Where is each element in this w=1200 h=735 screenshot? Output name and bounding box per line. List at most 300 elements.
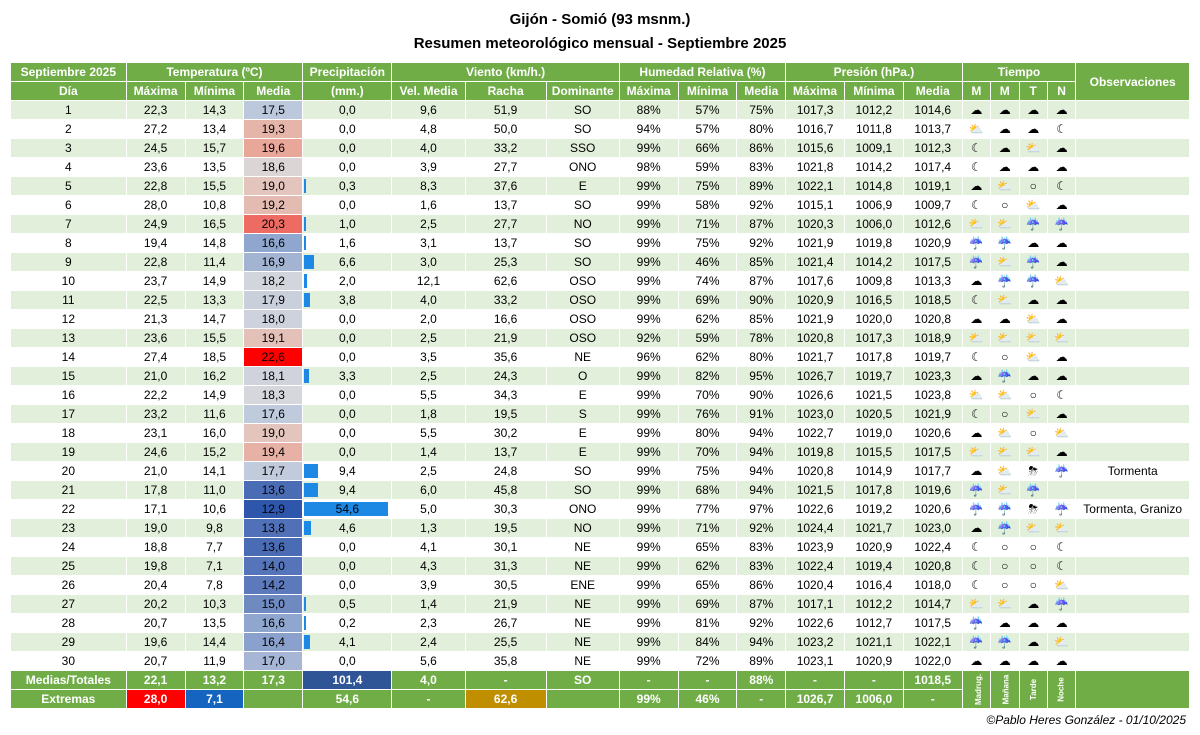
pres-max-cell: 1022,7 <box>786 424 845 443</box>
pres-mean-cell: 1017,5 <box>903 253 962 272</box>
hum-min-cell: 66% <box>678 139 737 158</box>
gust-cell: 30,5 <box>465 576 546 595</box>
day-cell: 13 <box>11 329 127 348</box>
wind-mean-cell: 5,5 <box>392 386 465 405</box>
hum-max-cell: 99% <box>619 519 678 538</box>
weather-icon: ☁ <box>1019 367 1047 386</box>
day-cell: 15 <box>11 367 127 386</box>
hum-max-cell: 99% <box>619 481 678 500</box>
hum-mean-cell: 86% <box>737 139 786 158</box>
temp-max-cell: 20,7 <box>126 614 185 633</box>
temp-min-cell: 10,8 <box>185 196 244 215</box>
temp-max-cell: 22,3 <box>126 101 185 120</box>
wind-dir-cell: OSO <box>546 310 619 329</box>
hum-mean-cell: 90% <box>737 291 786 310</box>
gust-cell: 26,7 <box>465 614 546 633</box>
weather-icon: ☾ <box>962 196 990 215</box>
weather-icon: ☾ <box>1047 177 1075 196</box>
extremes-label: Extremas <box>11 690 127 709</box>
wind-mean-cell: 3,9 <box>392 576 465 595</box>
weather-icon: ⛅ <box>991 215 1019 234</box>
temp-mean-header: Media <box>244 82 303 101</box>
temp-max-cell: 18,8 <box>126 538 185 557</box>
table-row <box>11 367 1190 386</box>
weather-icon: ⛅ <box>1019 329 1047 348</box>
weather-icon: ☁ <box>991 158 1019 177</box>
weather-icon: ☔ <box>991 272 1019 291</box>
hum-min-cell: 62% <box>678 557 737 576</box>
precip-value: 0,0 <box>339 331 356 345</box>
day-cell: 27 <box>11 595 127 614</box>
hum-max-cell: 99% <box>619 614 678 633</box>
pres-max-cell: 1022,4 <box>786 557 845 576</box>
gust-cell: 25,5 <box>465 633 546 652</box>
table-row <box>11 443 1190 462</box>
month-header: Septiembre 2025 <box>11 63 127 82</box>
hum-min-cell: 70% <box>678 386 737 405</box>
weather-icon: ☁ <box>1047 234 1075 253</box>
wind-mean-cell: 1,3 <box>392 519 465 538</box>
slot-label-tarde: Tarde <box>1019 671 1047 709</box>
dominant-header: Dominante <box>546 82 619 101</box>
precip-bar <box>304 236 306 250</box>
weather-icon: ⛅ <box>962 120 990 139</box>
wind-dir-cell: E <box>546 443 619 462</box>
weather-icon: ⛅ <box>1047 576 1075 595</box>
precip-cell <box>303 348 392 367</box>
table-row <box>11 329 1190 348</box>
pres-mean-cell: 1020,6 <box>903 424 962 443</box>
temp-mean-cell: 12,9 <box>244 500 303 519</box>
temp-min-cell: 15,5 <box>185 329 244 348</box>
extremes-tmin: 7,1 <box>185 690 244 709</box>
wind-dir-cell: NE <box>546 538 619 557</box>
totals-pmean: 1018,5 <box>903 671 962 690</box>
wind-dir-cell: NE <box>546 633 619 652</box>
observation-cell <box>1076 595 1190 614</box>
weather-icon: ○ <box>1019 538 1047 557</box>
hum-min-cell: 62% <box>678 348 737 367</box>
weather-icon: ☔ <box>1019 253 1047 272</box>
table-row <box>11 139 1190 158</box>
temp-min-cell: 14,3 <box>185 101 244 120</box>
temp-mean-cell: 16,4 <box>244 633 303 652</box>
precip-value: 0,0 <box>339 198 356 212</box>
precip-cell <box>303 367 392 386</box>
precip-value: 0,0 <box>339 407 356 421</box>
weather-icon: ☔ <box>991 234 1019 253</box>
day-cell: 21 <box>11 481 127 500</box>
pres-mean-cell: 1021,9 <box>903 405 962 424</box>
hum-mean-cell: 87% <box>737 595 786 614</box>
precip-bar <box>304 179 306 193</box>
observation-cell <box>1076 196 1190 215</box>
pres-max-cell: 1019,8 <box>786 443 845 462</box>
temp-mean-cell: 17,7 <box>244 462 303 481</box>
temp-mean-cell: 13,8 <box>244 519 303 538</box>
pres-min-cell: 1014,9 <box>844 462 903 481</box>
table-row <box>11 120 1190 139</box>
weather-icon: ☾ <box>962 139 990 158</box>
precip-bar <box>304 255 314 269</box>
weather-icon: ☁ <box>962 310 990 329</box>
weather-header: Tiempo <box>962 63 1076 82</box>
wind-dir-cell: SO <box>546 120 619 139</box>
hum-mean-cell: 94% <box>737 481 786 500</box>
wind-mean-cell: 3,0 <box>392 253 465 272</box>
weather-icon: ☔ <box>962 253 990 272</box>
weather-icon: ☁ <box>1047 652 1075 671</box>
pres-max-cell: 1020,3 <box>786 215 845 234</box>
wind-mean-cell: 4,3 <box>392 557 465 576</box>
weather-icon: ☁ <box>1047 310 1075 329</box>
weather-icon: ○ <box>1019 386 1047 405</box>
table-row <box>11 386 1190 405</box>
hum-min-cell: 80% <box>678 424 737 443</box>
observation-cell <box>1076 386 1190 405</box>
pres-mean-cell: 1018,9 <box>903 329 962 348</box>
precip-cell <box>303 291 392 310</box>
pres-min-cell: 1021,7 <box>844 519 903 538</box>
table-row <box>11 234 1190 253</box>
weather-icon: ⛅ <box>991 443 1019 462</box>
wind-dir-cell: ONO <box>546 500 619 519</box>
pres-mean-cell: 1017,4 <box>903 158 962 177</box>
weather-icon: ☔ <box>962 614 990 633</box>
weather-icon: ○ <box>991 348 1019 367</box>
pres-max-cell: 1021,9 <box>786 310 845 329</box>
weather-icon: ⛅ <box>991 253 1019 272</box>
observation-cell <box>1076 576 1190 595</box>
hum-max-cell: 99% <box>619 196 678 215</box>
weather-icon: ☾ <box>962 291 990 310</box>
weather-icon: ☁ <box>991 120 1019 139</box>
temp-mean-cell: 19,0 <box>244 424 303 443</box>
pres-max-cell: 1021,7 <box>786 348 845 367</box>
weather-icon: ☁ <box>991 614 1019 633</box>
temp-min-cell: 18,5 <box>185 348 244 367</box>
day-cell: 22 <box>11 500 127 519</box>
wind-dir-cell: ONO <box>546 158 619 177</box>
weather-icon: ○ <box>1019 576 1047 595</box>
day-cell: 9 <box>11 253 127 272</box>
hum-min-cell: 75% <box>678 177 737 196</box>
temp-mean-cell: 17,0 <box>244 652 303 671</box>
weather-icon: ☁ <box>1019 652 1047 671</box>
day-cell: 29 <box>11 633 127 652</box>
precip-cell <box>303 595 392 614</box>
precip-cell <box>303 101 392 120</box>
wind-dir-cell: S <box>546 405 619 424</box>
hum-mean-cell: 92% <box>737 234 786 253</box>
pres-min-cell: 1019,2 <box>844 500 903 519</box>
pres-mean-cell: 1020,8 <box>903 310 962 329</box>
temp-min-cell: 11,0 <box>185 481 244 500</box>
day-header: Día <box>11 82 127 101</box>
hum-mean-cell: 83% <box>737 158 786 177</box>
gust-cell: 37,6 <box>465 177 546 196</box>
observation-cell <box>1076 101 1190 120</box>
observation-cell <box>1076 253 1190 272</box>
precip-value: 9,4 <box>339 464 356 478</box>
wind-dir-cell: NE <box>546 652 619 671</box>
wind-mean-cell: 5,6 <box>392 652 465 671</box>
observation-cell <box>1076 329 1190 348</box>
weather-icon: ☁ <box>962 519 990 538</box>
observation-cell <box>1076 519 1190 538</box>
observation-cell <box>1076 348 1190 367</box>
pres-min-cell: 1017,3 <box>844 329 903 348</box>
wind-dir-cell: SO <box>546 196 619 215</box>
temp-min-cell: 14,1 <box>185 462 244 481</box>
pres-max-cell: 1023,2 <box>786 633 845 652</box>
hum-mean-cell: 80% <box>737 348 786 367</box>
pres-min-cell: 1020,5 <box>844 405 903 424</box>
weather-icon: ☁ <box>1047 367 1075 386</box>
day-cell: 18 <box>11 424 127 443</box>
temp-max-cell: 20,2 <box>126 595 185 614</box>
precip-value: 0,0 <box>339 445 356 459</box>
weather-icon: ☔ <box>991 367 1019 386</box>
weather-icon: ⛅ <box>962 215 990 234</box>
hum-max-cell: 99% <box>619 386 678 405</box>
pres-min-cell: 1011,8 <box>844 120 903 139</box>
weather-icon: ☁ <box>1047 253 1075 272</box>
wind-dir-cell: NE <box>546 595 619 614</box>
wind-mean-cell: 9,6 <box>392 101 465 120</box>
temp-mean-cell: 13,6 <box>244 481 303 500</box>
temp-max-cell: 17,8 <box>126 481 185 500</box>
temp-min-cell: 9,8 <box>185 519 244 538</box>
hum-max-cell: 99% <box>619 272 678 291</box>
hum-min-cell: 77% <box>678 500 737 519</box>
wind-mean-cell: 1,8 <box>392 405 465 424</box>
temp-min-cell: 15,5 <box>185 177 244 196</box>
hum-min-cell: 75% <box>678 234 737 253</box>
wind-dir-cell: SO <box>546 101 619 120</box>
pres-min-cell: 1014,2 <box>844 253 903 272</box>
wind-mean-cell: 4,8 <box>392 120 465 139</box>
temp-min-cell: 7,7 <box>185 538 244 557</box>
observation-cell <box>1076 367 1190 386</box>
precip-cell <box>303 253 392 272</box>
precip-bar <box>304 635 310 649</box>
wind-dir-cell: ENE <box>546 576 619 595</box>
weather-icon <box>1047 481 1075 500</box>
weather-icon: ☔ <box>1019 481 1047 500</box>
precip-unit-header: (mm.) <box>303 82 392 101</box>
hum-max-cell: 99% <box>619 291 678 310</box>
temp-mean-cell: 19,1 <box>244 329 303 348</box>
table-row <box>11 253 1190 272</box>
gust-cell: 16,6 <box>465 310 546 329</box>
weather-icon: ○ <box>1019 177 1047 196</box>
temp-max-cell: 24,6 <box>126 443 185 462</box>
temp-mean-cell: 20,3 <box>244 215 303 234</box>
weather-icon: ☾ <box>1047 538 1075 557</box>
slot-label-madrug: Madrug. <box>962 671 990 709</box>
hum-min-cell: 71% <box>678 519 737 538</box>
weather-icon: ☁ <box>1019 633 1047 652</box>
hum-min-header: Mínima <box>678 82 737 101</box>
day-cell: 19 <box>11 443 127 462</box>
observation-cell <box>1076 215 1190 234</box>
station-title: Gijón - Somió (93 msnm.) <box>509 11 691 28</box>
precip-value: 0,0 <box>339 540 356 554</box>
pres-min-cell: 1006,0 <box>844 215 903 234</box>
temp-mean-cell: 19,4 <box>244 443 303 462</box>
extremes-hmean: - <box>737 690 786 709</box>
weather-icon: ⛅ <box>991 481 1019 500</box>
precip-value: 0,0 <box>339 312 356 326</box>
observations-header: Observaciones <box>1076 63 1190 101</box>
pres-min-cell: 1009,8 <box>844 272 903 291</box>
table-row <box>11 576 1190 595</box>
weather-icon: ☁ <box>1047 443 1075 462</box>
day-cell: 5 <box>11 177 127 196</box>
pres-min-cell: 1021,1 <box>844 633 903 652</box>
observation-cell: Tormenta <box>1076 462 1190 481</box>
wind-mean-cell: 3,1 <box>392 234 465 253</box>
hum-max-cell: 96% <box>619 348 678 367</box>
temp-min-cell: 10,3 <box>185 595 244 614</box>
precip-cell <box>303 652 392 671</box>
pres-mean-cell: 1023,8 <box>903 386 962 405</box>
hum-min-cell: 69% <box>678 291 737 310</box>
wind-mean-cell: 2,3 <box>392 614 465 633</box>
weather-icon: ☁ <box>1019 158 1047 177</box>
credit-line: ©Pablo Heres González - 01/10/2025 <box>986 713 1186 727</box>
table-row <box>11 538 1190 557</box>
precip-value: 0,0 <box>339 388 356 402</box>
day-cell: 25 <box>11 557 127 576</box>
pres-max-cell: 1020,8 <box>786 329 845 348</box>
observation-cell <box>1076 633 1190 652</box>
hum-max-cell: 99% <box>619 234 678 253</box>
hum-min-cell: 57% <box>678 120 737 139</box>
pres-max-cell: 1022,1 <box>786 177 845 196</box>
hum-min-cell: 59% <box>678 329 737 348</box>
day-cell: 17 <box>11 405 127 424</box>
weather-icon: ⛅ <box>1019 196 1047 215</box>
extremes-pmax: 1026,7 <box>786 690 845 709</box>
slot-header: M <box>991 82 1019 101</box>
wind-mean-cell: 4,0 <box>392 291 465 310</box>
hum-mean-cell: 83% <box>737 538 786 557</box>
hum-mean-cell: 95% <box>737 367 786 386</box>
weather-icon: ☁ <box>962 367 990 386</box>
table-row <box>11 500 1190 519</box>
wind-mean-cell: 2,5 <box>392 215 465 234</box>
pres-max-cell: 1022,6 <box>786 614 845 633</box>
pres-mean-cell: 1012,6 <box>903 215 962 234</box>
table-row <box>11 215 1190 234</box>
wind-header: Viento (km/h.) <box>392 63 619 82</box>
pres-min-cell: 1020,9 <box>844 538 903 557</box>
wind-dir-cell: OSO <box>546 291 619 310</box>
temp-min-cell: 14,9 <box>185 386 244 405</box>
pres-max-cell: 1026,7 <box>786 367 845 386</box>
weather-icon: ⛅ <box>991 177 1019 196</box>
wind-mean-cell: 1,4 <box>392 443 465 462</box>
wind-dir-cell: NO <box>546 215 619 234</box>
wind-dir-cell: SO <box>546 234 619 253</box>
temp-mean-cell: 13,6 <box>244 538 303 557</box>
precip-cell <box>303 424 392 443</box>
wind-mean-cell: 3,9 <box>392 158 465 177</box>
hum-mean-cell: 85% <box>737 310 786 329</box>
pres-min-cell: 1014,2 <box>844 158 903 177</box>
pres-max-cell: 1016,7 <box>786 120 845 139</box>
day-cell: 20 <box>11 462 127 481</box>
pres-mean-cell: 1013,7 <box>903 120 962 139</box>
temp-max-cell: 23,7 <box>126 272 185 291</box>
weather-icon: ☾ <box>962 576 990 595</box>
hum-mean-cell: 92% <box>737 519 786 538</box>
hum-max-cell: 94% <box>619 120 678 139</box>
totals-hmin: - <box>678 671 737 690</box>
day-cell: 23 <box>11 519 127 538</box>
hum-max-cell: 99% <box>619 367 678 386</box>
weather-icon: ☁ <box>1019 595 1047 614</box>
precip-cell <box>303 177 392 196</box>
precip-value: 3,3 <box>339 369 356 383</box>
gust-header: Racha <box>465 82 546 101</box>
day-cell: 12 <box>11 310 127 329</box>
hum-mean-cell: 85% <box>737 253 786 272</box>
temp-max-cell: 19,0 <box>126 519 185 538</box>
wind-mean-cell: 2,0 <box>392 310 465 329</box>
hum-min-cell: 76% <box>678 405 737 424</box>
hum-min-cell: 70% <box>678 443 737 462</box>
weather-icon: ☁ <box>1047 348 1075 367</box>
weather-icon: ☾ <box>962 557 990 576</box>
wind-dir-cell: OSO <box>546 272 619 291</box>
hum-mean-cell: 78% <box>737 329 786 348</box>
hum-min-cell: 62% <box>678 310 737 329</box>
temp-max-cell: 22,2 <box>126 386 185 405</box>
pres-mean-cell: 1023,0 <box>903 519 962 538</box>
table-row <box>11 405 1190 424</box>
temp-max-cell: 22,8 <box>126 253 185 272</box>
precip-value: 0,0 <box>339 578 356 592</box>
table-row <box>11 424 1190 443</box>
observation-cell <box>1076 291 1190 310</box>
gust-cell: 30,2 <box>465 424 546 443</box>
totals-gust: - <box>465 671 546 690</box>
temp-max-cell: 23,1 <box>126 424 185 443</box>
weather-icon: ○ <box>991 196 1019 215</box>
precip-cell <box>303 443 392 462</box>
gust-cell: 51,9 <box>465 101 546 120</box>
weather-icon: ⛅ <box>962 595 990 614</box>
table-row <box>11 310 1190 329</box>
pres-max-cell: 1021,9 <box>786 234 845 253</box>
observation-cell <box>1076 120 1190 139</box>
temp-mean-cell: 22,6 <box>244 348 303 367</box>
pres-max-cell: 1015,6 <box>786 139 845 158</box>
weather-icon: ☔ <box>1047 595 1075 614</box>
pres-max-cell: 1017,3 <box>786 101 845 120</box>
weather-icon: ☔ <box>962 234 990 253</box>
weather-icon: ☁ <box>1019 234 1047 253</box>
temp-max-cell: 27,4 <box>126 348 185 367</box>
precip-cell <box>303 196 392 215</box>
hum-mean-header: Media <box>737 82 786 101</box>
pres-min-cell: 1017,8 <box>844 481 903 500</box>
weather-icon: ⛅ <box>1047 329 1075 348</box>
pres-mean-cell: 1014,6 <box>903 101 962 120</box>
